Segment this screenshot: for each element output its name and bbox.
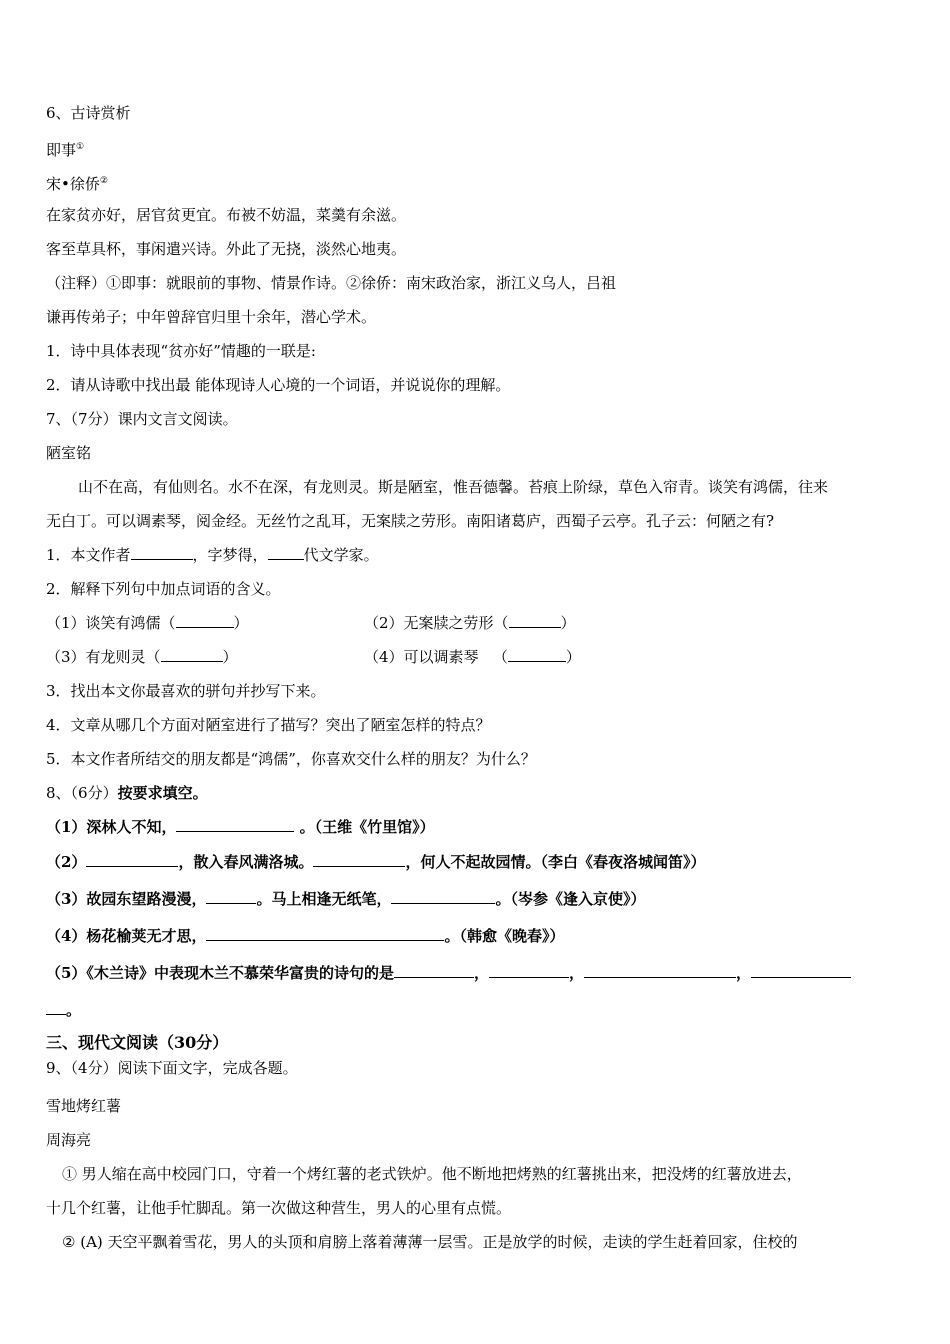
q7-item-2-blank[interactable]	[509, 611, 561, 628]
q8-line-5	[46, 955, 908, 992]
q6-author-note: ②	[99, 176, 108, 186]
q9-author: 周海亮	[46, 1131, 92, 1149]
q8-line-1-a: （1）深林人不知，	[46, 818, 177, 836]
q8-line-5-comma-3: ，	[735, 964, 751, 982]
q7-item-1	[46, 614, 249, 632]
q6-poem-title	[46, 130, 908, 164]
q6-author-text: 宋•徐侨	[46, 175, 100, 193]
q8-line-4-a: （4）杨花榆荚无才思，	[46, 927, 207, 945]
q8-line-4-b: 。（韩愈《晚春》）	[444, 927, 565, 945]
q8-line-5-blank-4[interactable]	[751, 961, 851, 978]
q7-items-row-2	[46, 640, 908, 674]
q8-line-5-blank-1[interactable]	[394, 961, 474, 978]
q7-item-3	[46, 648, 238, 666]
document-page	[46, 96, 908, 1259]
q7-item-3-text: （3）有龙则灵（	[46, 648, 161, 666]
q9-text-title: 雪地烤红薯	[46, 1097, 122, 1115]
q7-item-4-text: （4）可以调素琴 （	[364, 648, 508, 666]
q8-line-5-continued	[46, 992, 908, 1029]
q7-sub-question-4: 4．文章从哪几个方面对陋室进行了描写？突出了陋室怎样的特点？	[46, 716, 491, 734]
q8-line-3-a: （3）故园东望路漫漫，	[46, 890, 207, 908]
q7-sub-question-2: 2．解释下列句中加点词语的含义。	[46, 580, 281, 598]
q8-line-3-blank-1[interactable]	[206, 887, 256, 904]
q8-line-2-b: ，散入春风满洛城。	[178, 853, 314, 871]
q7-text-title: 陋室铭	[46, 444, 92, 462]
q6-title: 6、古诗赏析	[46, 104, 131, 122]
q7-item-1-blank[interactable]	[176, 611, 234, 628]
q9-paragraph-2-line-1: ② (A) 天空平飘着雪花，男人的头顶和肩膀上落着薄薄一层雪。正是放学的时候，走读的学生赶着回家，住校的	[62, 1233, 798, 1251]
q7-item-3-end: ）	[222, 648, 238, 666]
q8-line-3-c: 。（岑参《逢入京使》）	[495, 890, 646, 908]
q7-item-1-end: ）	[233, 614, 249, 632]
q7-sub-question-1	[46, 538, 908, 572]
q6-verse-1: 在家贫亦好，居官贫更宜。布被不妨温，菜羹有余滋。	[46, 206, 407, 224]
q8-line-5-comma-1: ，	[473, 964, 489, 982]
q8-line-3-b: 。马上相逢无纸笔，	[256, 890, 392, 908]
q8-line-2-blank-1[interactable]	[86, 850, 178, 867]
q7-item-4-blank[interactable]	[508, 645, 566, 662]
q8-line-4-blank[interactable]	[206, 924, 444, 941]
q8-line-1	[46, 810, 908, 844]
q9-paragraph-1-line-2: 十几个红薯，让他手忙脚乱。第一次做这种营生，男人的心里有点慌。	[46, 1199, 512, 1217]
q8-line-5-comma-2: ，	[568, 964, 584, 982]
q8-line-5-blank-4-end[interactable]	[46, 998, 66, 1015]
q8-line-1-blank[interactable]	[176, 815, 294, 832]
q8-line-5-end: 。	[66, 1001, 82, 1019]
q8-line-5-blank-2[interactable]	[489, 961, 569, 978]
q6-sub-question-2: 2．请从诗歌中找出最 能体现诗人心境的一个词语，并说说你的理解。	[46, 376, 511, 394]
q8-line-4	[46, 918, 908, 955]
q6-verse-2: 客至草具杯，事闲遣兴诗。外此了无挠，淡然心地夷。	[46, 240, 407, 258]
q9-title: 9、（4分）阅读下面文字，完成各题。	[46, 1059, 298, 1077]
q6-poem-title-note: ①	[76, 142, 85, 152]
q6-sub-question-1: 1．诗中具体表现“贫亦好”情趣的一联是:	[46, 342, 316, 360]
q6-note-line-2: 谦再传弟子；中年曾辞官归里十余年，潜心学术。	[46, 308, 377, 326]
q7-item-2	[364, 606, 576, 640]
q7-item-4	[364, 640, 581, 674]
q7-sub-question-5: 5．本文作者所结交的朋友都是“鸿儒”，你喜欢交什么样的朋友？为什么？	[46, 750, 536, 768]
q6-author	[46, 164, 908, 198]
q8-line-2-c: ，何人不起故园情。（李白《春夜洛城闻笛》）	[405, 853, 706, 871]
q8-line-2	[46, 844, 908, 881]
q8-line-5-a: （5）《木兰诗》中表现木兰不慕荣华富贵的诗句的是	[46, 964, 394, 982]
q9-paragraph-1-line-1: ① 男人缩在高中校园门口，守着一个烤红薯的老式铁炉。他不断地把烤熟的红薯挑出来，把没烤的红薯放进去，	[62, 1165, 802, 1183]
q7-paragraph-line-2: 无白丁。可以调素琴，阅金经。无丝竹之乱耳，无案牍之劳形。南阳诸葛庐，西蜀子云亭。孔子云：何陋之有?	[46, 512, 775, 530]
q6-poem-title-text: 即事	[46, 141, 77, 159]
q6-note-line-1: （注释）①即事：就眼前的事物、情景作诗。②徐侨：南宋政治家，浙江义乌人，吕祖	[46, 274, 617, 292]
q7-item-3-blank[interactable]	[161, 645, 223, 662]
q7-sub1-part-c: 代文学家。	[303, 546, 379, 564]
q7-items-row-1	[46, 606, 908, 640]
q8-line-1-b: 。（王维《竹里馆》）	[294, 818, 435, 836]
q7-item-1-text: （1）谈笑有鸿儒（	[46, 614, 176, 632]
q8-title	[46, 776, 908, 810]
q8-line-3	[46, 881, 908, 918]
q7-sub-question-3: 3．找出本文你最喜欢的骈句并抄写下来。	[46, 682, 326, 700]
q8-line-3-blank-2[interactable]	[391, 887, 495, 904]
q8-line-2-blank-2[interactable]	[313, 850, 405, 867]
q7-item-2-text: （2）无案牍之劳形（	[364, 614, 509, 632]
q7-paragraph-line-1: 山不在高，有仙则名。水不在深，有龙则灵。斯是陋室，惟吾德馨。苔痕上阶绿，草色入帘青。谈笑有鸿儒，往来	[78, 478, 829, 496]
q7-title: 7、（7分）课内文言文阅读。	[46, 410, 238, 428]
q8-line-2-a: （2）	[46, 853, 87, 871]
q7-sub1-part-a: 1．本文作者	[46, 546, 131, 564]
q7-dynasty-blank[interactable]	[268, 543, 304, 560]
q8-title-instruction: 按要求填空。	[117, 784, 208, 802]
q8-line-5-blank-3[interactable]	[584, 961, 736, 978]
section-3-title: 三、现代文阅读（30分）	[46, 1033, 229, 1052]
q7-item-4-end: ）	[565, 648, 581, 666]
q7-item-2-end: ）	[560, 614, 576, 632]
q8-title-number: 8、（6分）	[46, 784, 118, 802]
q7-author-blank[interactable]	[131, 543, 193, 560]
q7-sub1-part-b: ，字梦得，	[192, 546, 268, 564]
